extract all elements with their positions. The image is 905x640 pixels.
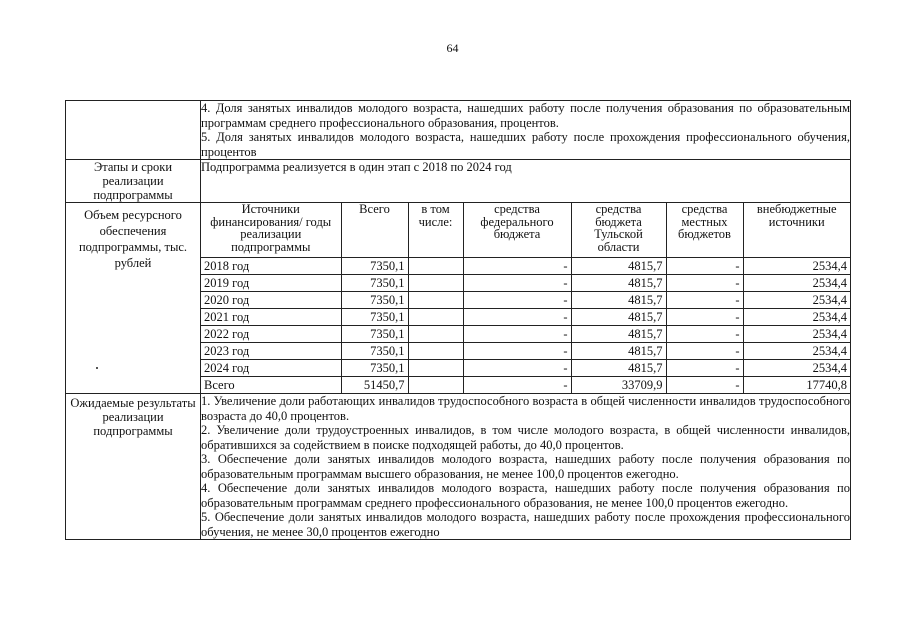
funding-cell-total: 7350,1 <box>341 275 408 292</box>
funding-cell-federal: - <box>463 309 571 326</box>
stages-label: Этапы и сроки реализации подпрограммы <box>66 160 201 203</box>
funding-cell-year: Всего <box>201 377 341 394</box>
funding-cell-year: 2018 год <box>201 258 341 275</box>
funding-cell-extra: 2534,4 <box>743 343 850 360</box>
funding-cell-local: - <box>666 309 743 326</box>
funding-data-row <box>201 360 850 377</box>
funding-cell-total: 7350,1 <box>341 360 408 377</box>
funding-cell-incl <box>408 258 463 275</box>
funding-cell-local: - <box>666 258 743 275</box>
funding-data-row <box>201 326 850 343</box>
funding-data-row <box>201 377 850 394</box>
funding-cell-federal: - <box>463 343 571 360</box>
funding-cell-federal: - <box>463 326 571 343</box>
funding-table-cell <box>201 203 851 394</box>
funding-cell-regional: 4815,7 <box>571 258 666 275</box>
header-extra: внебюджетные источники <box>743 203 850 258</box>
funding-cell-extra: 2534,4 <box>743 309 850 326</box>
funding-cell-total: 7350,1 <box>341 309 408 326</box>
funding-data-row <box>201 258 850 275</box>
header-total: Всего <box>341 203 408 258</box>
funding-cell-local: - <box>666 343 743 360</box>
subprogram-passport-table <box>65 100 851 540</box>
funding-cell-regional: 4815,7 <box>571 360 666 377</box>
header-regional: средства бюджета Тульской области <box>571 203 666 258</box>
funding-cell-incl <box>408 377 463 394</box>
goals-text-cell <box>201 101 851 160</box>
header-federal: средства федерального бюджета <box>463 203 571 258</box>
results-row <box>66 394 851 540</box>
stages-text: Подпрограмма реализуется в один этап с 2018 по 2024 год <box>201 160 851 203</box>
results-label: Ожидаемые результаты реализации подпрограммы <box>66 394 201 540</box>
funding-cell-total: 7350,1 <box>341 258 408 275</box>
funding-cell-local: - <box>666 326 743 343</box>
funding-cell-year: 2020 год <box>201 292 341 309</box>
funding-header-row <box>201 203 850 258</box>
funding-cell-regional: 4815,7 <box>571 292 666 309</box>
funding-data-row <box>201 292 850 309</box>
stray-dot <box>96 367 98 369</box>
funding-data-row <box>201 343 850 360</box>
result-item: 5. Обеспечение доли занятых инвалидов молодого возраста, нашедших работу после прохождения профессионального обучения, не менее 30,0 процентов ежегодно <box>201 510 850 539</box>
result-item: 2. Увеличение доли трудоустроенных инвалидов, в том числе молодого возраста, в общей численности инвалидов, обратившихся за содействием в поиске подходящей работы, до 40,0 процентов. <box>201 423 850 452</box>
funding-cell-extra: 2534,4 <box>743 275 850 292</box>
header-local: средства местных бюджетов <box>666 203 743 258</box>
funding-cell-extra: 2534,4 <box>743 326 850 343</box>
funding-cell-regional: 4815,7 <box>571 326 666 343</box>
funding-cell-extra: 2534,4 <box>743 360 850 377</box>
funding-cell-year: 2021 год <box>201 309 341 326</box>
funding-cell-incl <box>408 326 463 343</box>
funding-label <box>66 203 201 394</box>
funding-cell-incl <box>408 292 463 309</box>
funding-label-text: Объем ресурсного обеспечения подпрограммы, тыс. рублей <box>78 208 188 270</box>
funding-cell-federal: - <box>463 292 571 309</box>
funding-cell-regional: 4815,7 <box>571 309 666 326</box>
goal-item: 4. Доля занятых инвалидов молодого возраста, нашедших работу после получения образования по образовательным программам среднего профессионального образования, процентов. <box>201 101 850 130</box>
result-item: 4. Обеспечение доли занятых инвалидов молодого возраста, нашедших работу после получения образования по образовательным программам среднего профессионального образования, не менее 100,0 процентов ежегодно. <box>201 481 850 510</box>
funding-cell-year: 2022 год <box>201 326 341 343</box>
funding-cell-regional: 4815,7 <box>571 275 666 292</box>
funding-cell-total: 7350,1 <box>341 292 408 309</box>
funding-cell-incl <box>408 343 463 360</box>
funding-cell-federal: - <box>463 377 571 394</box>
funding-cell-incl <box>408 275 463 292</box>
funding-data-row <box>201 309 850 326</box>
funding-cell-local: - <box>666 275 743 292</box>
funding-cell-local: - <box>666 377 743 394</box>
goal-item: 5. Доля занятых инвалидов молодого возраста, нашедших работу после прохождения профессионального обучения, процентов <box>201 130 850 159</box>
funding-cell-year: 2019 год <box>201 275 341 292</box>
results-text-cell <box>201 394 851 540</box>
funding-data-row <box>201 275 850 292</box>
goals-row <box>66 101 851 160</box>
funding-table <box>201 203 850 393</box>
funding-cell-incl <box>408 360 463 377</box>
funding-cell-extra: 2534,4 <box>743 292 850 309</box>
funding-cell-year: 2024 год <box>201 360 341 377</box>
funding-cell-regional: 33709,9 <box>571 377 666 394</box>
funding-cell-local: - <box>666 292 743 309</box>
funding-cell-extra: 17740,8 <box>743 377 850 394</box>
funding-cell-federal: - <box>463 258 571 275</box>
funding-cell-regional: 4815,7 <box>571 343 666 360</box>
goals-label-cell <box>66 101 201 160</box>
funding-cell-total: 51450,7 <box>341 377 408 394</box>
page-number: 64 <box>446 41 459 55</box>
funding-cell-extra: 2534,4 <box>743 258 850 275</box>
stages-row <box>66 160 851 203</box>
funding-cell-local: - <box>666 360 743 377</box>
funding-cell-total: 7350,1 <box>341 326 408 343</box>
funding-cell-total: 7350,1 <box>341 343 408 360</box>
result-item: 1. Увеличение доли работающих инвалидов трудоспособного возраста в общей численности инвалидов трудоспособного возраста до 40,0 процентов. <box>201 394 850 423</box>
header-source: Источники финансирования/ годы реализации подпрограммы <box>201 203 341 258</box>
result-item: 3. Обеспечение доли занятых инвалидов молодого возраста, нашедших работу после получения образования по образовательным программам высшего образования, не менее 100,0 процентов ежегодно. <box>201 452 850 481</box>
funding-cell-federal: - <box>463 360 571 377</box>
funding-cell-federal: - <box>463 275 571 292</box>
funding-row <box>66 203 851 394</box>
header-including: в том числе: <box>408 203 463 258</box>
funding-cell-year: 2023 год <box>201 343 341 360</box>
funding-cell-incl <box>408 309 463 326</box>
